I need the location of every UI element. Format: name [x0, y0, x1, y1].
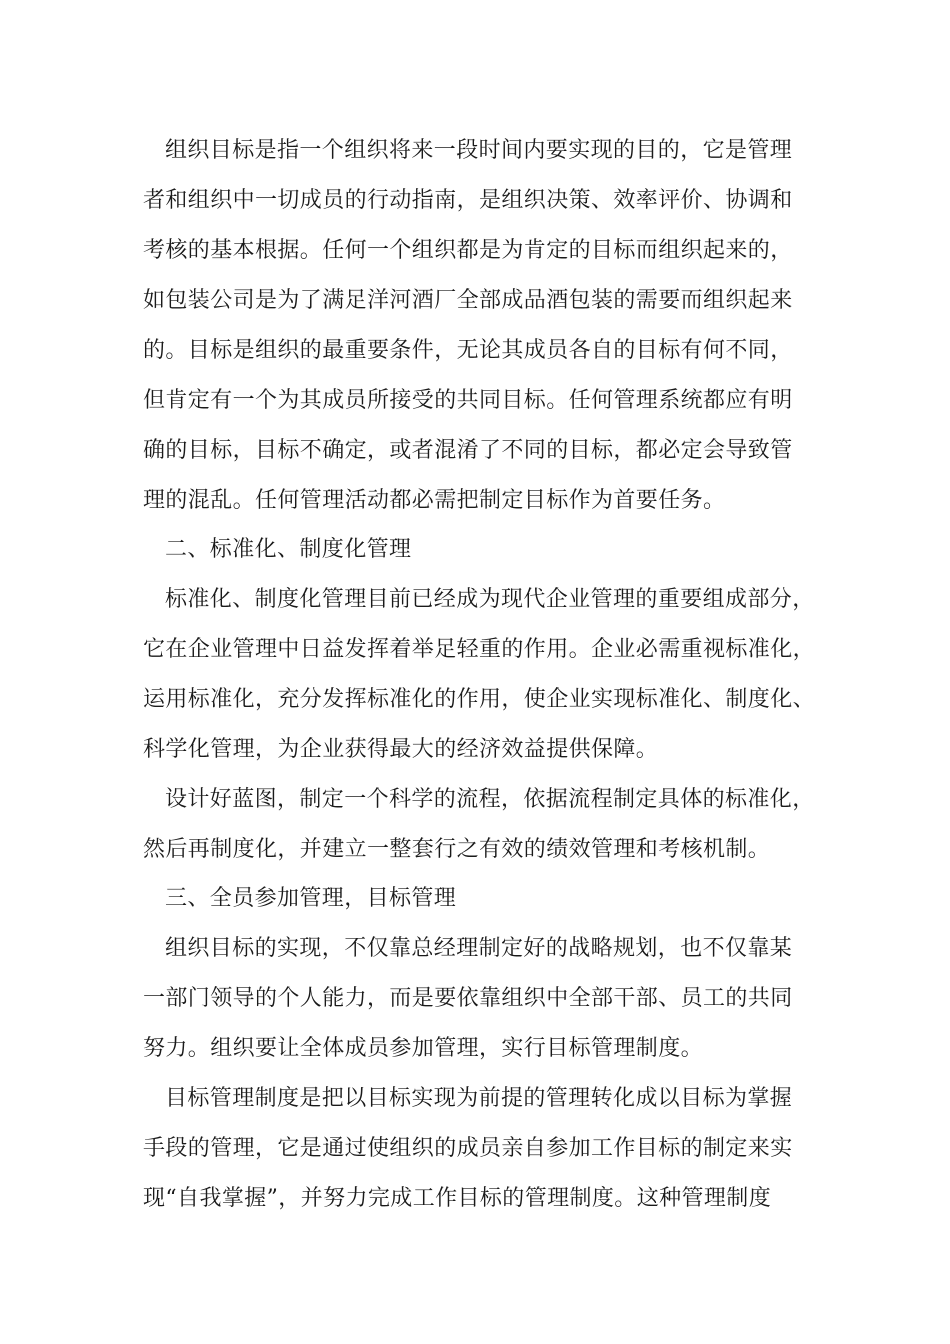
paragraph-line: 手段的管理，它是通过使组织的成员亲自参加工作目标的制定来实 — [143, 1136, 793, 1161]
paragraph-line: 目标管理制度是把以目标实现为前提的管理转化成以目标为掌握 — [165, 1086, 793, 1111]
paragraph-line: 现“自我掌握”，并努力完成工作目标的管理制度。这种管理制度 — [143, 1186, 772, 1211]
paragraph-line: 组织目标的实现，不仅靠总经理制定好的战略规划，也不仅靠某 — [165, 936, 793, 961]
paragraph-line: 确的目标，目标不确定，或者混淆了不同的目标，都必定会导致管 — [143, 438, 793, 463]
paragraph-line: 理的混乱。任何管理活动都必需把制定目标作为首要任务。 — [143, 488, 726, 513]
paragraph-line: 一部门领导的个人能力，而是要依靠组织中全部干部、员工的共同 — [143, 986, 793, 1011]
paragraph-line: 努力。组织要让全体成员参加管理，实行目标管理制度。 — [143, 1036, 704, 1061]
paragraph-line: 的。目标是组织的最重要条件，无论其成员各自的目标有何不同， — [143, 338, 793, 363]
paragraph-line: 运用标准化，充分发挥标准化的作用，使企业实现标准化、制度化、 — [143, 687, 816, 712]
paragraph-line: 设计好蓝图，制定一个科学的流程，依据流程制定具体的标准化， — [165, 787, 815, 812]
paragraph-line: 考核的基本根据。任何一个组织都是为肯定的目标而组织起来的， — [143, 238, 793, 263]
paragraph-line: 标准化、制度化管理目前已经成为现代企业管理的重要组成部分， — [165, 587, 815, 612]
paragraph-line: 然后再制度化，并建立一整套行之有效的绩效管理和考核机制。 — [143, 837, 771, 862]
paragraph-line: 它在企业管理中日益发挥着举足轻重的作用。企业必需重视标准化， — [143, 637, 816, 662]
paragraph-line: 科学化管理，为企业获得最大的经济效益提供保障。 — [143, 737, 659, 762]
paragraph-line: 者和组织中一切成员的行动指南，是组织决策、效率评价、协调和 — [143, 188, 793, 213]
section-heading: 二、标准化、制度化管理 — [165, 537, 412, 562]
section-heading: 三、全员参加管理，目标管理 — [165, 886, 457, 911]
paragraph-line: 如包装公司是为了满足洋河酒厂全部成品酒包装的需要而组织起来 — [143, 288, 793, 313]
paragraph-line: 组织目标是指一个组织将来一段时间内要实现的目的，它是管理 — [165, 138, 793, 163]
paragraph-line: 但肯定有一个为其成员所接受的共同目标。任何管理系统都应有明 — [143, 388, 793, 413]
